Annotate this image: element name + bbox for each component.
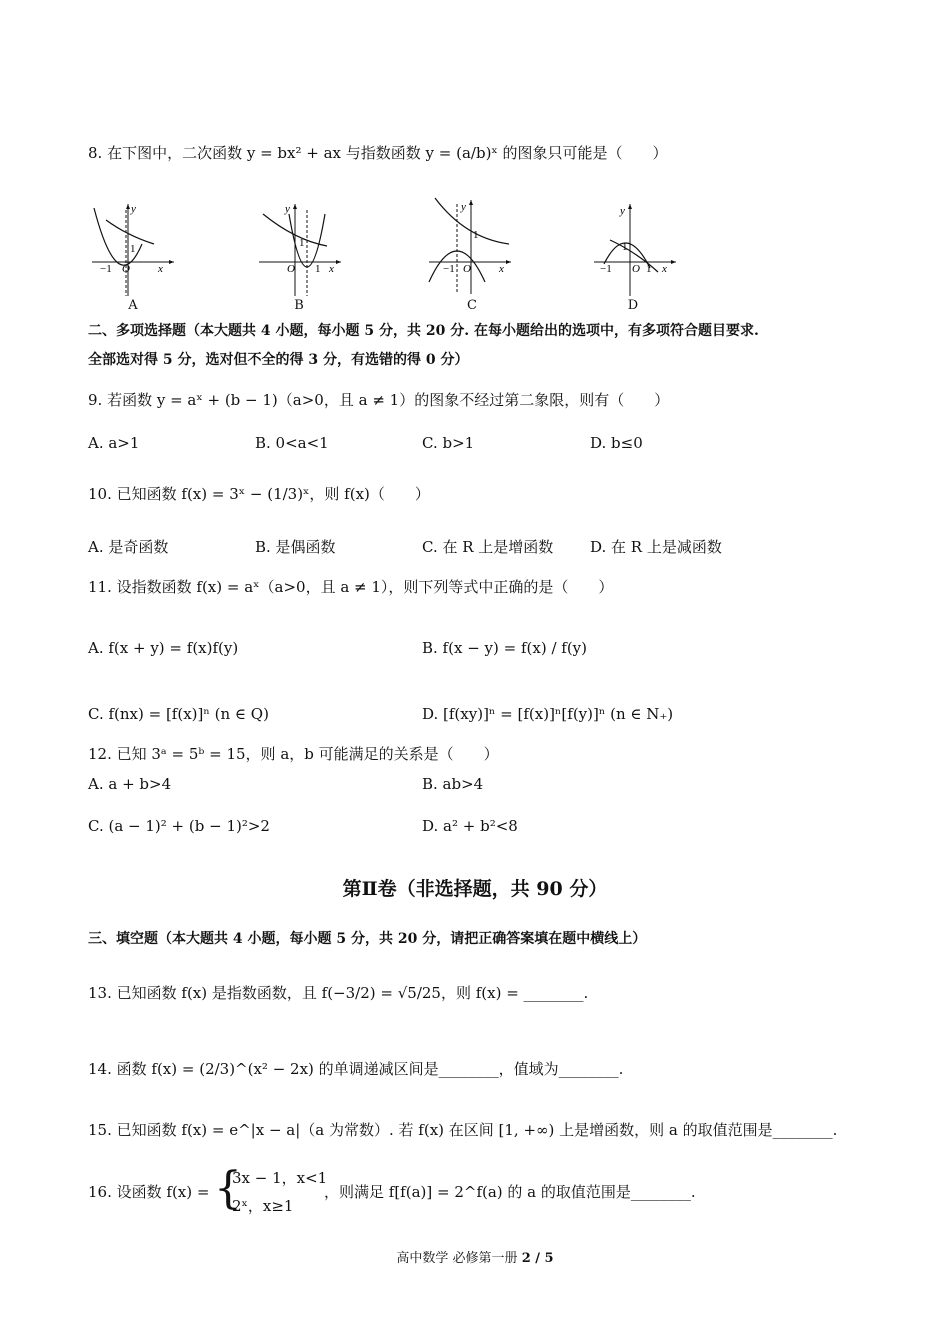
q9-option-c: C. b>1 <box>422 434 475 452</box>
page-number: 2 / 5 <box>521 1251 554 1266</box>
svg-text:1: 1 <box>473 229 479 241</box>
svg-text:x: x <box>662 263 667 275</box>
q16-case-1: 3x − 1，x<1 <box>232 1169 328 1187</box>
svg-text:y: y <box>131 203 136 215</box>
q9-option-b: B. 0<a<1 <box>255 434 329 452</box>
section-3-heading: 三、填空题（本大题共 4 小题，每小题 5 分，共 20 分，请把正确答案填在题中横线上） <box>88 931 647 947</box>
q11-option-a: A. f(x + y) = f(x)f(y) <box>88 639 239 657</box>
svg-text:−1: −1 <box>100 263 112 275</box>
section-2-heading-line-2: 全部选对得 5 分，选对但不全的得 3 分，有选错的得 0 分） <box>88 352 469 368</box>
q11-option-b: B. f(x − y) = f(x) / f(y) <box>422 639 587 657</box>
svg-text:−1: −1 <box>443 263 455 275</box>
q16-prefix: 16. 设函数 f(x) = <box>88 1183 210 1201</box>
q11-option-c: C. f(nx) = [f(x)]ⁿ (n ∈ Q) <box>88 705 269 723</box>
q10-option-a: A. 是奇函数 <box>88 538 169 556</box>
svg-text:1: 1 <box>299 237 305 249</box>
graph-b <box>255 200 345 298</box>
svg-text:O: O <box>632 263 640 275</box>
svg-text:1: 1 <box>130 243 136 255</box>
svg-text:y: y <box>285 203 290 215</box>
svg-text:1: 1 <box>646 263 652 275</box>
svg-text:x: x <box>329 263 334 275</box>
svg-text:y: y <box>620 205 625 217</box>
graph-label-d: D <box>627 298 639 313</box>
question-15: 15. 已知函数 f(x) = e^|x − a|（a 为常数）. 若 f(x) 在区间 [1, +∞) 上是增函数，则 a 的取值范围是________. <box>88 1121 838 1139</box>
q9-option-d: D. b≤0 <box>590 434 643 452</box>
svg-text:O: O <box>122 263 130 275</box>
q16-suffix: ，则满足 f[f(a)] = 2^f(a) 的 a 的取值范围是________. <box>324 1183 696 1201</box>
section-2-heading-line-1: 二、多项选择题（本大题共 4 小题，每小题 5 分，共 20 分. 在每小题给出的选项中，有多项符合题目要求. <box>88 323 759 339</box>
footer-text: 高中数学 必修第一册 <box>396 1251 518 1266</box>
graph-label-b: B <box>294 298 304 313</box>
graph-a <box>88 200 178 298</box>
question-11: 11. 设指数函数 f(x) = aˣ（a>0，且 a ≠ 1），则下列等式中正确的是（ ） <box>88 578 614 596</box>
graph-d <box>590 200 680 298</box>
svg-text:1: 1 <box>315 263 321 275</box>
question-10: 10. 已知函数 f(x) = 3ˣ − (1/3)ˣ，则 f(x)（ ） <box>88 485 430 503</box>
svg-text:x: x <box>499 263 504 275</box>
question-13: 13. 已知函数 f(x) 是指数函数，且 f(−3/2) = √5/25，则 f(x) = ________. <box>88 984 589 1002</box>
q10-option-b: B. 是偶函数 <box>255 538 336 556</box>
q12-option-b: B. ab>4 <box>422 775 484 793</box>
graph-label-c: C <box>467 298 477 313</box>
question-8: 8. 在下图中，二次函数 y = bx² + ax 与指数函数 y = (a/b)ˣ 的图象只可能是（ ） <box>88 144 668 162</box>
q9-option-a: A. a>1 <box>88 434 140 452</box>
graph-label-a: A <box>128 298 138 313</box>
svg-text:1: 1 <box>622 241 628 253</box>
question-9: 9. 若函数 y = aˣ + (b − 1)（a>0，且 a ≠ 1）的图象不经过第二象限，则有（ ） <box>88 391 670 409</box>
q11-option-d: D. [f(xy)]ⁿ = [f(x)]ⁿ[f(y)]ⁿ (n ∈ N₊) <box>422 705 674 723</box>
q16-case-2: 2ˣ，x≥1 <box>232 1197 294 1215</box>
question-12: 12. 已知 3ᵃ = 5ᵇ = 15，则 a，b 可能满足的关系是（ ） <box>88 745 499 763</box>
svg-text:O: O <box>463 263 471 275</box>
q12-option-c: C. (a − 1)² + (b − 1)²>2 <box>88 817 270 835</box>
svg-text:O: O <box>287 263 295 275</box>
svg-text:−1: −1 <box>600 263 612 275</box>
svg-text:x: x <box>158 263 163 275</box>
q16-brace: { <box>214 1163 242 1214</box>
q10-option-c: C. 在 R 上是增函数 <box>422 538 554 556</box>
q12-option-d: D. a² + b²<8 <box>422 817 518 835</box>
q10-option-d: D. 在 R 上是减函数 <box>590 538 722 556</box>
question-14: 14. 函数 f(x) = (2/3)^(x² − 2x) 的单调递减区间是________，值域为________. <box>88 1060 624 1078</box>
q12-option-a: A. a + b>4 <box>88 775 172 793</box>
svg-text:y: y <box>461 201 466 213</box>
page-footer <box>0 1247 950 1266</box>
part-2-title: 第Ⅱ卷（非选择题，共 90 分） <box>342 878 608 900</box>
graph-c <box>425 194 515 298</box>
